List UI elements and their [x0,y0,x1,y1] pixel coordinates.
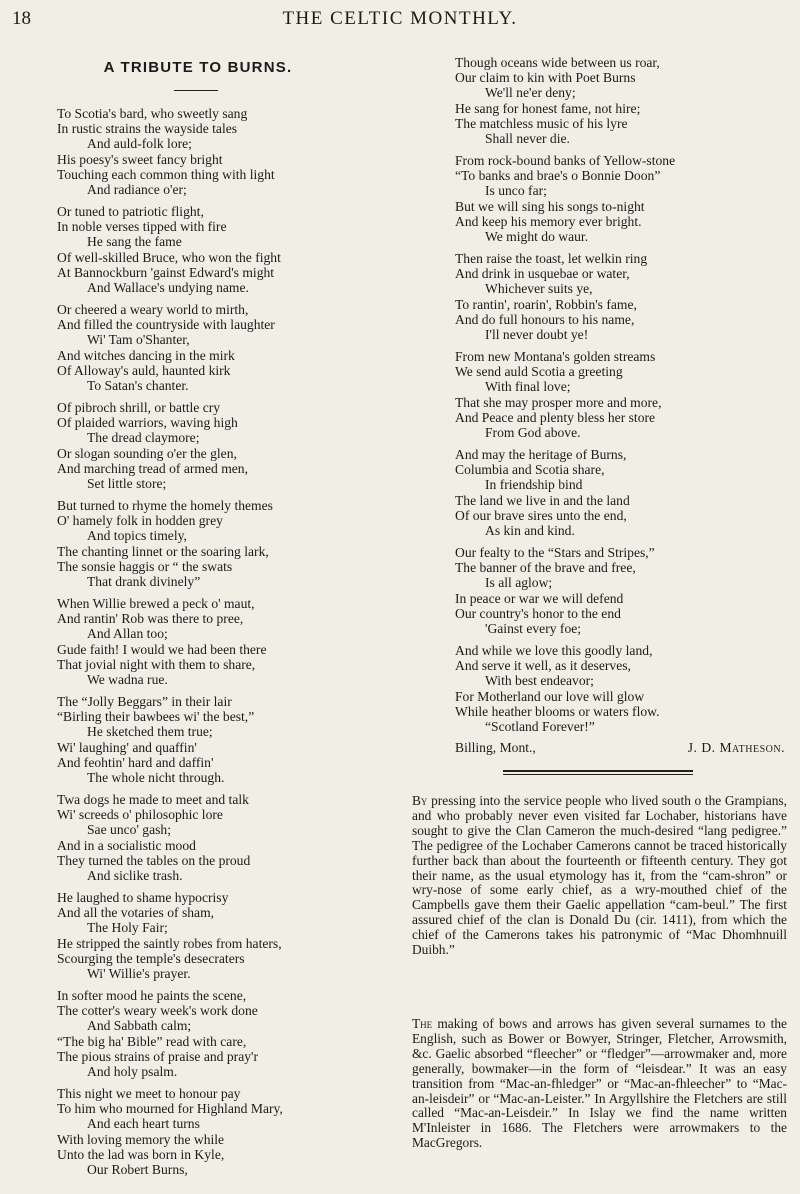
signature-author [688,740,785,756]
poem-line: For Motherland our love will glow [455,688,645,704]
poem-line: And while we love this goodly land, [455,643,653,658]
poem-line: We wadna rue. [87,671,168,687]
poem-line: When Willie brewed a peck o' maut, [57,596,255,611]
poem-line: “The big ha' Bible” read with care, [57,1033,247,1049]
poem-line: And each heart turns [87,1116,200,1132]
article-fletchers [412,1017,787,1151]
poem-line: And siclike trash. [87,867,183,883]
poem-line: That drank divinely” [87,573,201,589]
poem-line: They turned the tables on the proud [57,852,251,868]
poem-line: And drink in usquebae or water, [455,266,630,282]
poem-line: Is unco far; [485,183,547,199]
poem-line: But turned to rhyme the homely themes [57,498,273,513]
poem-line: “To banks and brae's o Bonnie Doon” [455,168,661,184]
poem-line: He sketched them true; [87,724,213,740]
poem-line: And Peace and plenty bless her store [455,409,656,425]
signature-place: Billing, Mont., [455,740,536,755]
poem-line: And all the votaries of sham, [57,905,215,921]
poem-line: Gude faith! I would we had been there [57,641,267,657]
stanza [57,302,275,393]
poem-line: And radiance o'er; [87,181,187,197]
poem-line: And in a socialistic mood [57,837,196,853]
stanza [455,55,660,146]
article-lead: The [412,1016,433,1031]
article-text: pressing into the service people who lived south o the Grampians, and who probably never even visited far Lochaber, historians have sought to give the Clan Cameron the much-desired “lang pedigree.” The pedigree of the Lochaber Camerons cannot be traced historically further back than about the fourteenth or fifteenth century. They got their name, as the usual etymology has it, from the “cam-shron” or wry-nose of some early chief, as a wry-mouthed chief of the Campbells gave them their Gaelic appellation “cam-beul.” The first assured chief of the clan is Donald Du (cir. 1411), from which the chief of the Camerons takes his patronymic of “Mac Dhomhnuill Duibh.” [412,793,787,958]
poem-line: As kin and kind. [485,522,575,538]
poem-line: The chanting linnet or the soaring lark, [57,543,269,559]
stanza [57,596,267,687]
running-title: THE CELTIC MONTHLY. [282,8,518,29]
poem-line: And rantin' Rob was there to pree, [57,611,244,627]
stanza [57,204,281,295]
poem-line: He sang for honest fame, not hire; [455,100,641,116]
poem-line: Sae unco' gash; [87,822,171,838]
poem-line: The matchless music of his lyre [455,115,628,131]
stanza [57,890,282,981]
poem-line: Whichever suits ye, [485,281,593,297]
poem-line: The pious strains of praise and pray'r [57,1048,259,1064]
poem-line: From new Montana's golden streams [455,349,656,364]
running-header [0,6,800,32]
stanza [57,498,273,589]
author-initials: J. D. [687,740,716,755]
poem-line: 'Gainst every foe; [485,620,582,636]
poem-line: Columbia and Scotia share, [455,462,605,478]
poem-line: To Satan's chanter. [87,377,189,393]
section-divider [503,770,693,775]
poem-line: The whole nicht through. [87,769,225,785]
stanza [455,545,655,636]
poem-line: His poesy's sweet fancy bright [57,151,223,167]
poem-line: In noble verses tipped with fire [57,219,227,235]
poem-line: The sonsie haggis or “ the swats [57,558,233,574]
poem-line: Scourging the temple's desecraters [57,950,245,966]
poem-line: Wi' Tam o'Shanter, [87,332,190,348]
poem-line: Twa dogs he made to meet and talk [57,792,249,807]
poem-line: From rock-bound banks of Yellow-stone [455,153,676,168]
article-paragraph [412,794,787,958]
poem-line: At Bannockburn 'gainst Edward's might [57,264,275,280]
stanza [455,251,647,342]
poem-line: And Sabbath calm; [87,1018,192,1034]
poem-line: Then raise the toast, let welkin ring [455,251,648,266]
poem-line: While heather blooms or waters flow. [455,703,660,719]
author-surname: Matheson. [719,740,785,755]
poem-line: “Birling their bawbees wi' the best,” [57,709,255,725]
poem-line: The dread claymore; [87,430,200,446]
poem-line: Of our brave sires unto the end, [455,507,627,523]
page-number: 18 [12,8,31,29]
poem-line: O' hamely folk in hodden grey [57,513,223,529]
poem-line: And Allan too; [87,626,168,642]
poem-line: I'll never doubt ye! [485,326,589,342]
stanza [57,988,258,1079]
stanza [57,106,275,197]
poem-line: And auld-folk lore; [87,136,192,152]
poem-line: Our country's honor to the end [455,605,621,621]
poem-line: But we will sing his songs to-night [455,198,645,214]
poem-line: The land we live in and the land [455,492,630,508]
poem-line: The “Jolly Beggars” in their lair [57,694,232,709]
poem-line: We send auld Scotia a greeting [455,364,623,380]
poem-line: That she may prosper more and more, [455,394,662,410]
poem-line: With best endeavor; [485,673,594,689]
article-paragraph [412,1017,787,1151]
poem-line: That jovial night with them to share, [57,656,256,672]
poem-line: Of pibroch shrill, or battle cry [57,400,221,415]
stanza [455,447,630,538]
poem-line: To him who mourned for Highland Mary, [57,1101,283,1117]
poem-line: With final love; [485,379,571,395]
poem-line: To rantin', roarin', Robbin's fame, [455,296,637,312]
poem-line: He stripped the saintly robes from haters, [57,935,282,951]
poem-line: Our Robert Burns, [87,1161,188,1177]
poem-line: He laughed to shame hypocrisy [57,890,229,905]
poem-line: This night we meet to honour pay [57,1086,241,1101]
poem-line: And holy psalm. [87,1063,178,1079]
poem-line: And serve it well, as it deserves, [455,658,631,674]
poem-line: And marching tread of armed men, [57,460,248,476]
poem-line: And Wallace's undying name. [87,279,249,295]
poem-line: Wi' laughing' and quaffin' [57,739,197,755]
poem-line: And do full honours to his name, [455,311,635,327]
poem-line: And filled the countryside with laughter [57,317,275,333]
poem-line: Though oceans wide between us roar, [455,55,660,70]
poem-line: Unto the lad was born in Kyle, [57,1146,225,1162]
poem-line: The cotter's weary week's work done [57,1003,258,1019]
stanza [57,694,254,785]
poem-line: And feohtin' hard and daffin' [57,754,214,770]
poem-line: “Scotland Forever!” [485,718,595,734]
stanza [455,153,675,244]
poem-line: The banner of the brave and free, [455,560,636,576]
poem-line: Wi' Willie's prayer. [87,965,191,981]
poem-line: He sang the fame [87,234,182,250]
article-lead: By [412,793,428,808]
poem-line: Our claim to kin with Poet Burns [455,70,636,86]
poem-line: We might do waur. [485,228,589,244]
title-rule [174,90,218,91]
poem-line: From God above. [485,424,581,440]
poem-line: In peace or war we will defend [455,590,624,606]
stanza [455,349,661,440]
poem-line: In rustic strains the wayside tales [57,121,238,137]
poem-line: Is all aglow; [485,575,553,591]
poem-line: Of plaided warriors, waving high [57,415,238,431]
poem-line: Or tuned to patriotic flight, [57,204,204,219]
poem-line: In friendship bind [485,477,583,493]
poem-line: The Holy Fair; [87,920,168,936]
poem-line: Our fealty to the “Stars and Stripes,” [455,545,655,560]
poem-line: In softer mood he paints the scene, [57,988,247,1003]
poem-line: Of Alloway's auld, haunted kirk [57,362,231,378]
poem-line: We'll ne'er deny; [485,85,576,101]
poem-line: And topics timely, [87,528,187,544]
stanza [455,643,659,734]
poem-line: Touching each common thing with light [57,166,275,182]
poem-line: And witches dancing in the mirk [57,347,235,363]
poem-line: To Scotia's bard, who sweetly sang [57,106,248,121]
poem-line: Shall never die. [485,130,570,146]
article-text: making of bows and arrows has given several surnames to the English, such as Bower or Bowyer, Stringer, Fletcher, Arrowsmith, &c. Gaelic absorbed “fleecher” or “fledger”—arrowmaker and, more generally, bowmaker—in the form of “leisdear.” It was an easy transition from “Mac-an-fhledger” or “Mac-an-fhleecher” to “Mac-an-leisdeir” or “Mac-an-Leister.” In Argyllshire the Fletchers are still called “Mac-an-Leisdeir.” In Islay we find the name written M'Inleister in 1686. The Fletchers were arrowmakers to the MacGregors. [412,1016,787,1151]
stanza [57,400,248,491]
poem-title: A TRIBUTE TO BURNS. [103,59,293,76]
poem-line: Set little store; [87,475,167,491]
article-camerons [412,794,787,958]
stanza [57,1086,283,1177]
poem-line: With loving memory the while [57,1131,225,1147]
poem-line: Or cheered a weary world to mirth, [57,302,249,317]
stanza [57,792,250,883]
poem-line: And keep his memory ever bright. [455,213,642,229]
poem-line: Of well-skilled Bruce, who won the fight [57,249,281,265]
poem-line: Or slogan sounding o'er the glen, [57,445,237,461]
poem-line: Wi' screeds o' philosophic lore [57,807,223,823]
poem-line: And may the heritage of Burns, [455,447,627,462]
